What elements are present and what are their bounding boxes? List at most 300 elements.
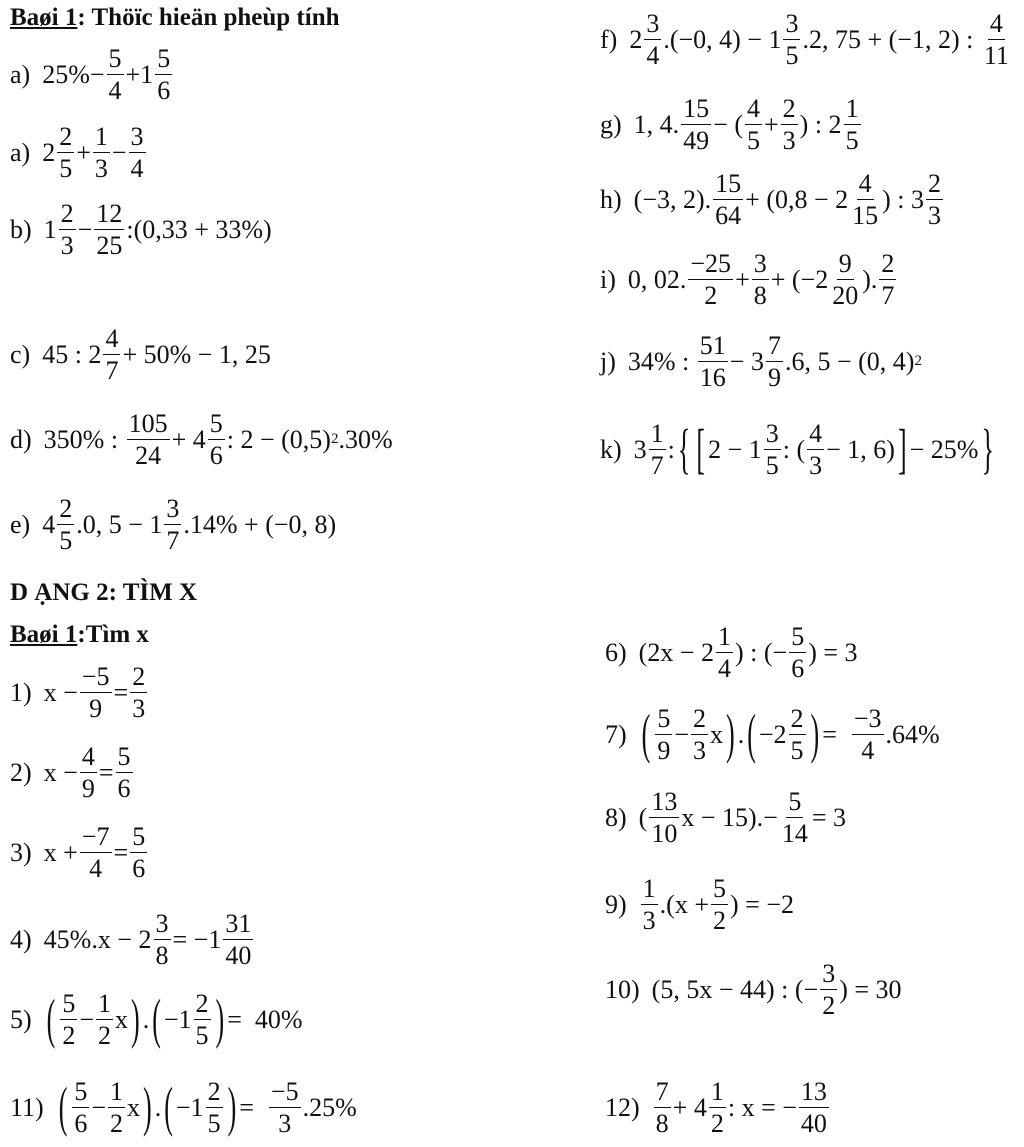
- denominator: 4: [89, 854, 103, 884]
- section1-heading-label: Baøi 1: [10, 4, 78, 31]
- exercise-label: d): [10, 424, 32, 454]
- fraction: [764, 420, 781, 480]
- fraction: [223, 910, 253, 970]
- expression-text: + (−2: [770, 264, 829, 294]
- denominator: 6: [791, 654, 805, 684]
- denominator: 4: [130, 154, 144, 184]
- denominator: 2: [710, 1109, 724, 1139]
- denominator: 40: [800, 1109, 827, 1139]
- denominator: 14: [781, 819, 808, 849]
- numerator: 5: [60, 990, 77, 1020]
- expression-text: − (: [713, 109, 743, 139]
- numerator: 5: [655, 705, 672, 735]
- numerator: 7: [654, 1078, 671, 1108]
- denominator: 11: [983, 41, 1009, 71]
- fraction: [830, 250, 860, 310]
- numerator: 2: [194, 990, 211, 1020]
- denominator: 24: [135, 441, 162, 471]
- calc-left-exercise: [10, 123, 148, 183]
- exercise-label: 10): [605, 974, 640, 1004]
- numerator: 105: [127, 410, 170, 440]
- denominator: 7: [881, 281, 895, 311]
- numerator: 9: [837, 250, 854, 280]
- numerator: 51: [698, 332, 728, 362]
- expression-text: − 1, 6): [826, 434, 895, 464]
- exercise-label: 11): [10, 1092, 44, 1122]
- expression-text: 25%−: [42, 59, 105, 89]
- calc-left-exercise: [10, 200, 272, 260]
- denominator: 3: [132, 694, 146, 724]
- findx-left-exercise: [10, 823, 149, 883]
- fraction: [781, 95, 798, 155]
- denominator: 3: [642, 906, 656, 936]
- fraction: [780, 788, 810, 848]
- numerator: 3: [764, 420, 781, 450]
- expression-text: : 2 − (0,5): [226, 424, 331, 454]
- exercise-label: e): [10, 509, 31, 539]
- expression-text: ) = 3: [808, 637, 858, 667]
- denominator: 40: [225, 941, 252, 971]
- expression-text: (: [638, 802, 648, 832]
- expression-text: (2x − 2: [638, 637, 714, 667]
- numerator: −5: [269, 1078, 301, 1108]
- large-bracket: ): [810, 703, 820, 765]
- denominator: 64: [715, 201, 742, 231]
- findx-left-exercise: [10, 990, 303, 1050]
- numerator: 2: [57, 495, 74, 525]
- expression-text: : x = −: [727, 1092, 797, 1122]
- numerator: 1: [108, 1078, 125, 1108]
- expression-text: .6, 5 − (0, 4): [784, 346, 915, 376]
- fraction: [80, 663, 112, 723]
- expression-text: 0, 02.: [627, 264, 687, 294]
- exercise-label: 1): [10, 677, 32, 707]
- calc-right-exercise: [600, 170, 945, 230]
- fraction: [269, 1078, 301, 1138]
- large-bracket: (: [152, 988, 161, 1050]
- exercise-label: 7): [605, 719, 627, 749]
- numerator: 12: [94, 200, 124, 230]
- numerator: 1: [96, 990, 113, 1020]
- fraction: [711, 875, 728, 935]
- expression-text: x −: [43, 757, 78, 787]
- denominator: 49: [683, 126, 710, 156]
- expression-text: x: [710, 719, 724, 749]
- large-bracket: [: [696, 418, 706, 480]
- expression-text: 34% :: [627, 346, 696, 376]
- fraction: [57, 123, 74, 183]
- denominator: 5: [195, 1021, 209, 1051]
- expression-text: −: [674, 719, 690, 749]
- expression-text: .30%: [338, 424, 393, 454]
- numerator: 2: [926, 170, 943, 200]
- denominator: 15: [852, 201, 879, 231]
- numerator: −7: [80, 823, 112, 853]
- fraction: [155, 45, 172, 105]
- exercise-label: f): [600, 24, 618, 54]
- exercise-label: j): [600, 346, 616, 376]
- fraction: [850, 170, 880, 230]
- fraction: [649, 420, 666, 480]
- section2-heading-text: :Tìm x: [77, 621, 149, 648]
- expression-text: +1: [125, 59, 154, 89]
- denominator: 3: [278, 1109, 292, 1139]
- fraction: [655, 705, 672, 765]
- numerator: 2: [206, 1078, 223, 1108]
- expression-text: −1: [163, 1004, 192, 1034]
- fraction: [716, 623, 733, 683]
- expression-text: =: [822, 719, 850, 749]
- numerator: 7: [766, 332, 783, 362]
- expression-text: .(−0, 4) − 1: [663, 24, 782, 54]
- denominator: 2: [704, 281, 718, 311]
- fraction: [807, 420, 824, 480]
- expression-text: =: [113, 837, 129, 867]
- expression-text: −: [91, 1092, 107, 1122]
- exercise-label: i): [600, 264, 616, 294]
- fraction: [108, 1078, 125, 1138]
- expression-text: .: [142, 1004, 150, 1034]
- large-bracket: ]: [897, 418, 907, 480]
- exercise-label: b): [10, 214, 32, 244]
- denominator: 4: [108, 76, 122, 106]
- denominator: 3: [94, 154, 108, 184]
- large-bracket: (: [46, 988, 56, 1050]
- expression-text: + (0,8 − 2: [745, 184, 849, 214]
- denominator: 10: [651, 819, 678, 849]
- expression-text: 2: [629, 24, 643, 54]
- denominator: 3: [809, 451, 823, 481]
- expression-text: −: [77, 214, 93, 244]
- expression-text: 45 : 2: [42, 339, 102, 369]
- expression-text: :: [667, 434, 675, 464]
- numerator: 3: [129, 123, 146, 153]
- expression-text: 1: [43, 214, 57, 244]
- denominator: 8: [155, 941, 169, 971]
- fraction: [641, 875, 658, 935]
- calc-left-exercise: [10, 495, 336, 555]
- numerator: −25: [688, 250, 733, 280]
- denominator: 20: [832, 281, 859, 311]
- fraction: [681, 95, 711, 155]
- exercise-label: 9): [605, 889, 627, 919]
- numerator: 5: [130, 823, 147, 853]
- expression-text: ) = −2: [730, 889, 794, 919]
- expression-text: .14% + (−0, 8): [183, 509, 337, 539]
- fraction: [94, 200, 124, 260]
- numerator: 2: [789, 705, 806, 735]
- fraction: [713, 170, 743, 230]
- denominator: 2: [822, 991, 836, 1021]
- large-bracket: (: [164, 1076, 173, 1138]
- denominator: 4: [718, 654, 731, 684]
- numerator: 5: [107, 45, 124, 75]
- denominator: 6: [117, 774, 131, 804]
- fraction: [60, 990, 77, 1050]
- exercise-label: 12): [605, 1092, 640, 1122]
- denominator: 5: [765, 451, 779, 481]
- calc-right-exercise: [600, 95, 863, 155]
- fraction: [820, 960, 837, 1020]
- fraction: [783, 10, 800, 70]
- expression-text: +: [735, 264, 750, 294]
- findx-right-exercise: [605, 875, 794, 935]
- denominator: 5: [207, 1109, 221, 1139]
- fraction: [130, 663, 147, 723]
- numerator: 5: [711, 875, 728, 905]
- expression-text: :(0,33 + 33%): [126, 214, 272, 244]
- findx-left-exercise: [10, 663, 149, 723]
- fraction: [789, 705, 806, 765]
- fraction: [80, 823, 112, 883]
- numerator: 5: [116, 743, 133, 773]
- expression-text: .0, 5 − 1: [76, 509, 163, 539]
- numerator: 4: [807, 420, 824, 450]
- numerator: 3: [164, 495, 181, 525]
- exercise-label: 4): [10, 924, 32, 954]
- numerator: 13: [649, 788, 679, 818]
- fraction: [194, 990, 211, 1050]
- calc-right-exercise: [600, 332, 922, 392]
- expression-text: + 50% − 1, 25: [122, 339, 271, 369]
- findx-right-exercise: [605, 788, 846, 848]
- denominator: 3: [60, 231, 74, 261]
- numerator: 1: [649, 420, 666, 450]
- expression-text: 2: [42, 137, 56, 167]
- fraction: [799, 1078, 829, 1138]
- expression-text: − 25%: [909, 434, 979, 464]
- large-bracket: ): [143, 1076, 152, 1138]
- fraction: [96, 990, 113, 1050]
- denominator: 7: [166, 526, 180, 556]
- denominator: 6: [74, 1109, 88, 1139]
- findx-left-exercise: [10, 743, 135, 803]
- expression-text: −1: [175, 1092, 204, 1122]
- expression-text: x: [115, 1004, 129, 1034]
- denominator: 5: [747, 126, 760, 156]
- numerator: 3: [644, 10, 661, 40]
- denominator: 5: [790, 736, 804, 766]
- exercise-label: 6): [605, 637, 627, 667]
- fraction: [879, 250, 896, 310]
- denominator: 9: [89, 694, 103, 724]
- expression-text: − 3: [729, 346, 764, 376]
- exercise-label: a): [10, 137, 31, 167]
- numerator: 1: [93, 123, 110, 153]
- fraction: [688, 250, 733, 310]
- findx-left-exercise: [10, 910, 255, 970]
- large-bracket: (: [58, 1076, 68, 1138]
- expression-text: .2, 75 + (−1, 2) :: [802, 24, 980, 54]
- expression-text: 1, 4.: [633, 109, 680, 139]
- fraction: [789, 623, 806, 683]
- expression-text: + 4: [672, 1092, 707, 1122]
- calc-left-exercise: [10, 325, 271, 385]
- numerator: 2: [781, 95, 798, 125]
- fraction: [80, 743, 97, 803]
- fraction: [745, 95, 762, 155]
- numerator: 1: [641, 875, 658, 905]
- exercise-label: 2): [10, 757, 32, 787]
- fraction: [644, 10, 661, 70]
- fraction: [698, 332, 728, 392]
- fraction: [93, 123, 110, 183]
- findx-right-exercise: [605, 623, 858, 683]
- numerator: 3: [154, 910, 171, 940]
- large-bracket: ): [726, 703, 735, 765]
- denominator: 4: [861, 736, 875, 766]
- fraction: [852, 705, 884, 765]
- exercise-label: 8): [605, 802, 627, 832]
- numerator: 3: [820, 960, 837, 990]
- denominator: 2: [62, 1021, 76, 1051]
- denominator: 4: [646, 41, 660, 71]
- fraction: [103, 325, 120, 385]
- large-bracket: }: [981, 418, 994, 480]
- numerator: 4: [745, 95, 762, 125]
- numerator: 13: [799, 1078, 829, 1108]
- denominator: 6: [209, 441, 223, 471]
- fraction: [72, 1078, 89, 1138]
- calc-right-exercise: [600, 10, 1013, 70]
- fraction: [766, 332, 783, 392]
- numerator: −5: [80, 663, 112, 693]
- expression-text: ) : 3: [882, 184, 925, 214]
- calc-right-exercise: [600, 250, 898, 310]
- expression-text: (5, 5x − 44) : (−: [651, 974, 819, 1004]
- fraction: [649, 788, 679, 848]
- calc-left-exercise: [10, 410, 393, 470]
- fraction: [57, 495, 74, 555]
- findx-right-exercise: [605, 705, 940, 765]
- denominator: 6: [157, 76, 171, 106]
- denominator: 5: [845, 126, 859, 156]
- fraction: [654, 1078, 671, 1138]
- numerator: 5: [786, 788, 803, 818]
- numerator: 3: [783, 10, 800, 40]
- fraction: [116, 743, 133, 803]
- expression-text: = 3: [811, 802, 846, 832]
- findx-right-exercise: [605, 1078, 831, 1138]
- denominator: 9: [81, 774, 95, 804]
- fraction: [926, 170, 943, 230]
- expression-text: 3: [633, 434, 647, 464]
- expression-text: .: [737, 719, 745, 749]
- exercise-label: g): [600, 109, 622, 139]
- fraction: [130, 823, 147, 883]
- denominator: 7: [650, 451, 664, 481]
- expression-text: ).: [862, 264, 878, 294]
- expression-text: + 4: [171, 424, 206, 454]
- large-bracket: ): [227, 1076, 237, 1138]
- fraction: [154, 910, 171, 970]
- fraction: [691, 705, 708, 765]
- expression-text: −2: [758, 719, 787, 749]
- large-bracket: ): [215, 988, 225, 1050]
- denominator: 2: [98, 1021, 112, 1051]
- expression-text: −: [111, 137, 127, 167]
- expression-text: x: [127, 1092, 141, 1122]
- section2-heading: [10, 622, 149, 647]
- expression-text: ) : 2: [799, 109, 842, 139]
- section1-heading: [10, 5, 340, 30]
- expression-text: .: [154, 1092, 162, 1122]
- fraction: [127, 410, 170, 470]
- fraction: [59, 200, 76, 260]
- numerator: 2: [59, 200, 76, 230]
- numerator: 4: [988, 10, 1005, 40]
- exercise-label: h): [600, 184, 622, 214]
- exercise-label: k): [600, 434, 622, 464]
- expression-text: = 40%: [227, 1004, 303, 1034]
- numerator: 4: [80, 743, 97, 773]
- findx-left-exercise: [10, 1078, 357, 1138]
- fraction: [709, 1078, 726, 1138]
- numerator: 2: [691, 705, 708, 735]
- expression-text: +: [764, 109, 779, 139]
- calc-left-exercise: [10, 45, 174, 105]
- expression-text: .25%: [302, 1092, 357, 1122]
- numerator: 2: [130, 663, 147, 693]
- numerator: 15: [713, 170, 743, 200]
- denominator: 3: [693, 736, 707, 766]
- expression-text: x − 15).−: [681, 802, 778, 832]
- numerator: 2: [57, 123, 74, 153]
- denominator: 3: [782, 126, 796, 156]
- large-bracket: ): [131, 988, 140, 1050]
- fraction: [982, 10, 1011, 70]
- fraction: [129, 123, 146, 183]
- numerator: 4: [857, 170, 874, 200]
- numerator: 3: [752, 250, 769, 280]
- fraction: [844, 95, 861, 155]
- expression-text: =: [98, 757, 114, 787]
- denominator: 2: [713, 906, 726, 936]
- denominator: 5: [59, 526, 73, 556]
- numerator: −3: [852, 705, 884, 735]
- expression-text: 4: [42, 509, 56, 539]
- expression-text: x +: [43, 837, 78, 867]
- denominator: 3: [928, 201, 942, 231]
- denominator: 5: [59, 154, 73, 184]
- expression-text: .64%: [885, 719, 940, 749]
- denominator: 5: [785, 41, 799, 71]
- expression-text: (−3, 2).: [633, 184, 712, 214]
- section2-title: D ẠNG 2: TÌM X: [10, 579, 198, 606]
- section1-heading-text: : Thöïc hieän pheùp tính: [77, 4, 340, 31]
- numerator: 2: [879, 250, 896, 280]
- denominator: 16: [699, 363, 726, 393]
- expression-text: = −1: [172, 924, 222, 954]
- numerator: 1: [844, 95, 861, 125]
- denominator: 2: [110, 1109, 124, 1139]
- numerator: 31: [223, 910, 253, 940]
- numerator: 1: [716, 623, 733, 653]
- section2-heading-label: Baøi 1: [10, 621, 78, 648]
- exercise-label: 3): [10, 837, 32, 867]
- fraction: [164, 495, 181, 555]
- large-bracket: (: [747, 703, 756, 765]
- expression-text: ) : (−: [735, 637, 788, 667]
- large-bracket: {: [677, 418, 691, 480]
- expression-text: 45%.x − 2: [43, 924, 152, 954]
- expression-text: 350% :: [43, 424, 125, 454]
- exercise-label: a): [10, 59, 31, 89]
- expression-text: ) = 30: [839, 974, 902, 1004]
- denominator: 6: [132, 854, 146, 884]
- numerator: 5: [155, 45, 172, 75]
- numerator: 5: [789, 623, 806, 653]
